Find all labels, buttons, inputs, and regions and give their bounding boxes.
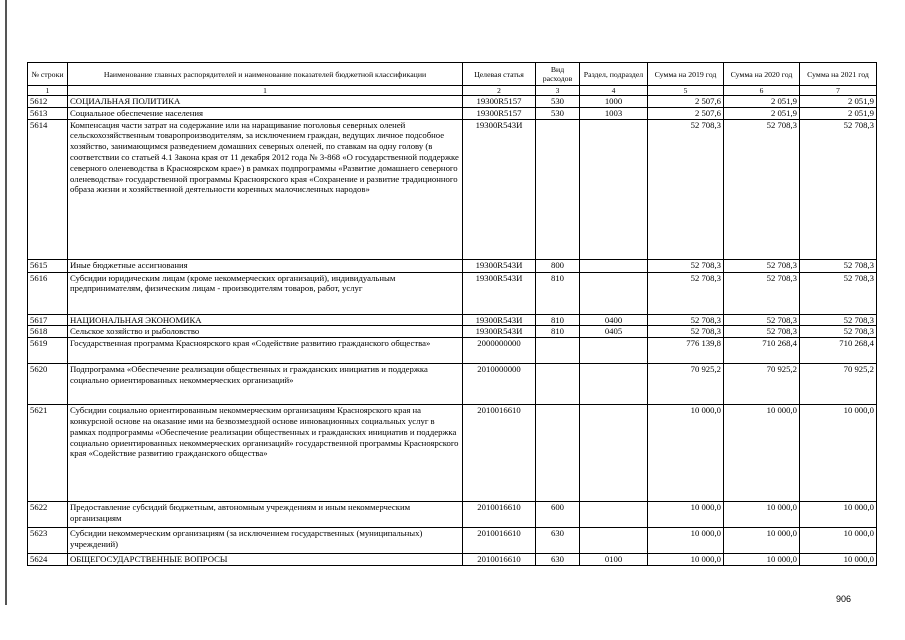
row-expense-type: 800 <box>536 259 580 272</box>
row-number: 5616 <box>28 272 68 314</box>
row-section: 0100 <box>580 554 648 566</box>
row-expense-type: 630 <box>536 554 580 566</box>
table-row <box>28 554 877 566</box>
row-sum-2020: 10 000,0 <box>724 554 800 566</box>
table-row <box>28 502 877 528</box>
row-name: Предоставление субсидий бюджетным, автономным учреждениям и иным некоммерческим организациям <box>68 502 463 528</box>
row-number: 5622 <box>28 502 68 528</box>
row-expense-type <box>536 405 580 502</box>
row-sum-2019: 10 000,0 <box>648 502 724 528</box>
header-sum-2021: Сумма на 2021 год <box>800 63 877 86</box>
row-sum-2020: 52 708,3 <box>724 259 800 272</box>
header-target-article: Целевая статья <box>463 63 536 86</box>
row-number: 5615 <box>28 259 68 272</box>
row-sum-2021: 2 051,9 <box>800 107 877 119</box>
row-sum-2019: 52 708,3 <box>648 272 724 314</box>
row-expense-type: 530 <box>536 96 580 108</box>
column-number: 5 <box>648 86 724 96</box>
row-section: 0400 <box>580 314 648 326</box>
row-sum-2020: 2 051,9 <box>724 96 800 108</box>
row-sum-2021: 52 708,3 <box>800 259 877 272</box>
column-number: 2 <box>463 86 536 96</box>
row-section <box>580 405 648 502</box>
row-sum-2019: 2 507,6 <box>648 96 724 108</box>
row-sum-2020: 70 925,2 <box>724 364 800 405</box>
row-sum-2019: 52 708,3 <box>648 314 724 326</box>
row-sum-2021: 10 000,0 <box>800 405 877 502</box>
header-sum-2019: Сумма на 2019 год <box>648 63 724 86</box>
row-name: Иные бюджетные ассигнования <box>68 259 463 272</box>
row-number: 5618 <box>28 326 68 338</box>
row-name: Сельское хозяйство и рыболовство <box>68 326 463 338</box>
row-expense-type: 810 <box>536 326 580 338</box>
scan-margin-line <box>5 0 7 605</box>
table-row <box>28 96 877 108</box>
row-sum-2021: 10 000,0 <box>800 554 877 566</box>
row-target-code: 19300R543И <box>463 259 536 272</box>
row-section: 1000 <box>580 96 648 108</box>
row-sum-2020: 10 000,0 <box>724 528 800 554</box>
row-number: 5614 <box>28 119 68 259</box>
row-target-code: 2010016610 <box>463 405 536 502</box>
page-number: 906 <box>836 594 852 604</box>
row-sum-2020: 710 268,4 <box>724 338 800 364</box>
column-number: 1 <box>28 86 68 96</box>
column-number: 6 <box>724 86 800 96</box>
row-sum-2020: 10 000,0 <box>724 502 800 528</box>
column-number: 3 <box>536 86 580 96</box>
row-target-code: 2010016610 <box>463 528 536 554</box>
row-section <box>580 338 648 364</box>
row-sum-2020: 52 708,3 <box>724 314 800 326</box>
row-name: Компенсация части затрат на содержание или на наращивание поголовья северных оленей сельскохозяйственным товаропроизводителям, за исключением граждан, ведущих личное подсобное хозяйство, занимающимся разведением домашних северных оленей, по ставкам на одну голову (в соответствии со статьей 4.1 Закона края от 11 декабря 2012 года № 3-868 «О государственной поддержке северного оленеводства в Красноярском крае») в рамках подпрограммы «Развитие домашнего северного оленеводства» государственной программы Красноярского края «Сохранение и развитие традиционного образа жизни и хозяйственной деятельности коренных малочисленных народов» <box>68 119 463 259</box>
table-row <box>28 259 877 272</box>
header-expense-type: Вид расходов <box>536 63 580 86</box>
row-expense-type: 810 <box>536 272 580 314</box>
row-sum-2019: 10 000,0 <box>648 554 724 566</box>
row-target-code: 19300R543И <box>463 326 536 338</box>
table-row <box>28 364 877 405</box>
header-name: Наименование главных распорядителей и наименование показателей бюджетной классификации <box>68 63 463 86</box>
row-sum-2021: 710 268,4 <box>800 338 877 364</box>
row-name: Субсидии некоммерческим организациям (за исключением государственных (муниципальных) учреждений) <box>68 528 463 554</box>
budget-table <box>27 62 877 566</box>
row-number: 5613 <box>28 107 68 119</box>
row-sum-2019: 2 507,6 <box>648 107 724 119</box>
row-section: 1003 <box>580 107 648 119</box>
row-sum-2019: 52 708,3 <box>648 119 724 259</box>
row-name: СОЦИАЛЬНАЯ ПОЛИТИКА <box>68 96 463 108</box>
row-target-code: 19300R543И <box>463 119 536 259</box>
row-sum-2019: 52 708,3 <box>648 259 724 272</box>
row-sum-2020: 10 000,0 <box>724 405 800 502</box>
row-sum-2019: 52 708,3 <box>648 326 724 338</box>
row-expense-type: 530 <box>536 107 580 119</box>
header-sum-2020: Сумма на 2020 год <box>724 63 800 86</box>
header-row-number: № строки <box>28 63 68 86</box>
row-section <box>580 272 648 314</box>
table-row <box>28 119 877 259</box>
row-section <box>580 259 648 272</box>
row-target-code: 2010000000 <box>463 364 536 405</box>
row-sum-2021: 52 708,3 <box>800 119 877 259</box>
row-number: 5617 <box>28 314 68 326</box>
row-sum-2021: 2 051,9 <box>800 96 877 108</box>
row-name: Субсидии социально ориентированным некоммерческим организациям Красноярского края на конкурсной основе на оказание ими на безвозмездной основе инновационных социальных услуг в рамках подпрограммы «Обеспечение реализации общественных и гражданских инициатив и поддержка социально ориентированных некоммерческих организаций» государственной программы Красноярского края «Содействие развитию гражданского общества» <box>68 405 463 502</box>
row-target-code: 19300R5157 <box>463 96 536 108</box>
row-target-code: 2010016610 <box>463 554 536 566</box>
column-number: 1 <box>68 86 463 96</box>
row-expense-type <box>536 119 580 259</box>
table-row <box>28 405 877 502</box>
table-row <box>28 107 877 119</box>
row-sum-2019: 70 925,2 <box>648 364 724 405</box>
row-number: 5612 <box>28 96 68 108</box>
table-row <box>28 338 877 364</box>
column-number-row <box>28 86 877 96</box>
row-sum-2019: 10 000,0 <box>648 528 724 554</box>
row-sum-2021: 10 000,0 <box>800 528 877 554</box>
row-sum-2019: 776 139,8 <box>648 338 724 364</box>
table-row <box>28 528 877 554</box>
row-section: 0405 <box>580 326 648 338</box>
row-section <box>580 119 648 259</box>
row-sum-2021: 70 925,2 <box>800 364 877 405</box>
column-number: 7 <box>800 86 877 96</box>
row-target-code: 2010016610 <box>463 502 536 528</box>
row-name: Социальное обеспечение населения <box>68 107 463 119</box>
row-number: 5620 <box>28 364 68 405</box>
row-section <box>580 502 648 528</box>
header-row <box>28 63 877 86</box>
row-target-code: 19300R543И <box>463 314 536 326</box>
row-expense-type: 600 <box>536 502 580 528</box>
row-name: ОБЩЕГОСУДАРСТВЕННЫЕ ВОПРОСЫ <box>68 554 463 566</box>
row-target-code: 19300R543И <box>463 272 536 314</box>
row-sum-2020: 52 708,3 <box>724 119 800 259</box>
column-number: 4 <box>580 86 648 96</box>
row-sum-2021: 52 708,3 <box>800 272 877 314</box>
row-expense-type: 630 <box>536 528 580 554</box>
row-sum-2019: 10 000,0 <box>648 405 724 502</box>
row-expense-type <box>536 364 580 405</box>
row-expense-type <box>536 338 580 364</box>
row-number: 5621 <box>28 405 68 502</box>
row-name: Подпрограмма «Обеспечение реализации общественных и гражданских инициатив и поддержка социально ориентированных некоммерческих организаций» <box>68 364 463 405</box>
row-number: 5623 <box>28 528 68 554</box>
row-name: НАЦИОНАЛЬНАЯ ЭКОНОМИКА <box>68 314 463 326</box>
row-sum-2020: 52 708,3 <box>724 326 800 338</box>
header-section: Раздел, подраздел <box>580 63 648 86</box>
row-section <box>580 528 648 554</box>
row-sum-2021: 52 708,3 <box>800 314 877 326</box>
row-target-code: 19300R5157 <box>463 107 536 119</box>
table-row <box>28 272 877 314</box>
row-name: Государственная программа Красноярского края «Содействие развитию гражданского общества» <box>68 338 463 364</box>
row-sum-2021: 52 708,3 <box>800 326 877 338</box>
row-section <box>580 364 648 405</box>
row-sum-2020: 52 708,3 <box>724 272 800 314</box>
table-row <box>28 326 877 338</box>
row-target-code: 2000000000 <box>463 338 536 364</box>
table-row <box>28 314 877 326</box>
row-sum-2021: 10 000,0 <box>800 502 877 528</box>
row-name: Субсидии юридическим лицам (кроме некоммерческих организаций), индивидуальным предпринимателям, физическим лицам - производителям товаров, работ, услуг <box>68 272 463 314</box>
row-expense-type: 810 <box>536 314 580 326</box>
row-number: 5624 <box>28 554 68 566</box>
row-sum-2020: 2 051,9 <box>724 107 800 119</box>
row-number: 5619 <box>28 338 68 364</box>
